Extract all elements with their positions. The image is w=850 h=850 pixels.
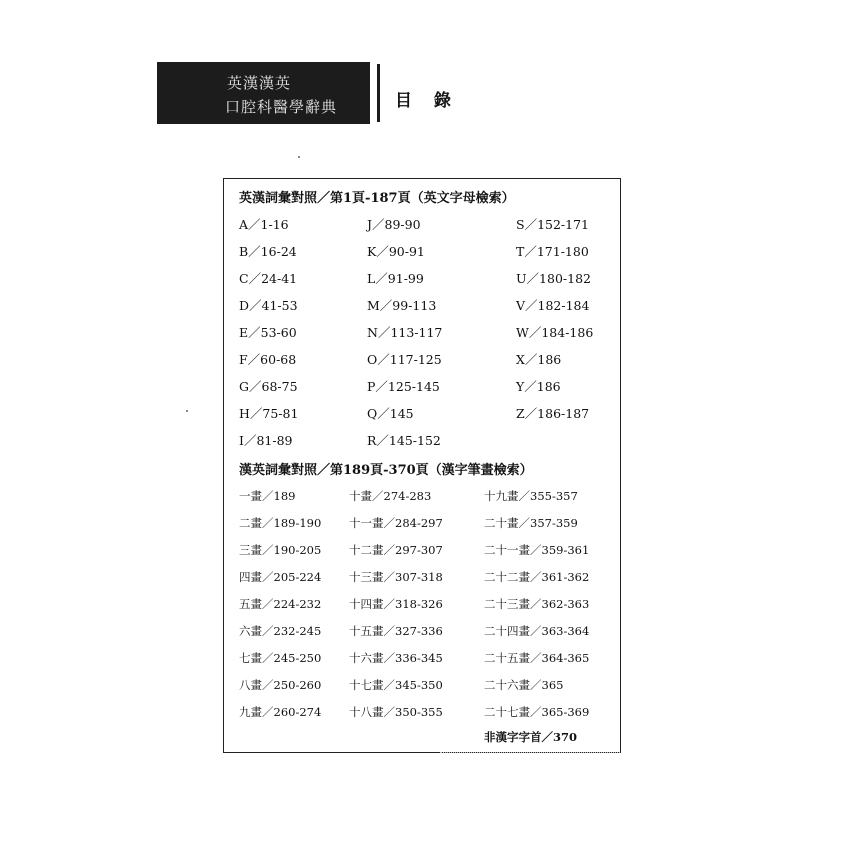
english-index-entry: L／91-99	[367, 271, 424, 286]
english-index-entry: M／99-113	[367, 298, 437, 313]
english-index-entry: H／75-81	[239, 406, 299, 421]
english-index-entry: D／41-53	[239, 298, 298, 313]
english-index-entry: T／171-180	[516, 244, 589, 259]
english-index-entry: X／186	[516, 352, 562, 367]
chinese-index-entry: 五畫／224-232	[239, 597, 322, 611]
english-index-entry: I／81-89	[239, 433, 293, 448]
english-index-entry: N／113-117	[367, 325, 443, 340]
chinese-index-entry: 二十畫／357-359	[484, 516, 578, 530]
contents-title: 目 錄	[395, 91, 459, 111]
chinese-index-entry: 三畫／190-205	[239, 543, 322, 557]
english-index-entry: J／89-90	[367, 217, 421, 232]
scan-speck	[298, 156, 300, 158]
english-index-entry: B／16-24	[239, 244, 297, 259]
chinese-index-entry: 七畫／245-250	[239, 651, 322, 665]
english-index-entry: F／60-68	[239, 352, 297, 367]
chinese-index-entry: 四畫／205-224	[239, 570, 322, 584]
chinese-index-entry: 十一畫／284-297	[349, 516, 443, 530]
chinese-index-entry: 六畫／232-245	[239, 624, 322, 638]
non-chinese-index-entry: 非漢字字首／370	[484, 730, 578, 744]
english-index-entry: V／182-184	[516, 298, 590, 313]
english-index-entry: R／145-152	[367, 433, 441, 448]
english-index-entry: W／184-186	[516, 325, 594, 340]
chinese-index-entry: 二十七畫／365-369	[484, 705, 590, 719]
chinese-index-entry: 十八畫／350-355	[349, 705, 443, 719]
english-index-entry: A／1-16	[239, 217, 289, 232]
chinese-index-entry: 十九畫／355-357	[484, 489, 578, 503]
book-title-block	[157, 62, 370, 124]
chinese-index-entry: 十七畫／345-350	[349, 678, 443, 692]
chinese-index-entry: 十四畫／318-326	[349, 597, 443, 611]
english-index-entry: O／117-125	[367, 352, 442, 367]
chinese-index-entry: 二十五畫／364-365	[484, 651, 590, 665]
english-index-entry: Z／186-187	[516, 406, 590, 421]
chinese-index-entry: 十五畫／327-336	[349, 624, 443, 638]
chinese-index-entry: 二十三畫／362-363	[484, 597, 590, 611]
chinese-index-entry: 十二畫／297-307	[349, 543, 443, 557]
english-section-title: 英漢詞彙對照／第1頁-187頁（英文字母檢索）	[239, 191, 515, 206]
chinese-index-entry: 一畫／189	[239, 489, 296, 503]
header-divider	[377, 64, 380, 122]
english-index-entry: U／180-182	[516, 271, 591, 286]
chinese-index-entry: 十畫／274-283	[349, 489, 432, 503]
chinese-index-entry: 十三畫／307-318	[349, 570, 443, 584]
dotted-edge	[440, 752, 620, 753]
chinese-index-entry: 二十六畫／365	[484, 678, 564, 692]
book-title-line1: 英漢漢英	[227, 74, 292, 92]
table-of-contents	[223, 178, 621, 753]
chinese-index-entry: 八畫／250-260	[239, 678, 322, 692]
scan-speck	[186, 410, 188, 412]
chinese-index-entry: 二畫／189-190	[239, 516, 322, 530]
english-index-entry: P／125-145	[367, 379, 440, 394]
book-title-line2: 口腔科醫學辭典	[225, 98, 338, 116]
chinese-section-title: 漢英詞彙對照／第189頁-370頁（漢字筆畫檢索）	[239, 463, 533, 478]
chinese-index-entry: 十六畫／336-345	[349, 651, 443, 665]
chinese-index-entry: 九畫／260-274	[239, 705, 322, 719]
english-index-entry: S／152-171	[516, 217, 590, 232]
english-index-entry: Q／145	[367, 406, 414, 421]
english-index-entry: Y／186	[516, 379, 561, 394]
english-index-entry: E／53-60	[239, 325, 297, 340]
english-index-entry: K／90-91	[367, 244, 425, 259]
chinese-index-entry: 二十四畫／363-364	[484, 624, 590, 638]
english-index-entry: G／68-75	[239, 379, 298, 394]
chinese-index-entry: 二十一畫／359-361	[484, 543, 590, 557]
chinese-index-entry: 二十二畫／361-362	[484, 570, 590, 584]
english-index-entry: C／24-41	[239, 271, 298, 286]
